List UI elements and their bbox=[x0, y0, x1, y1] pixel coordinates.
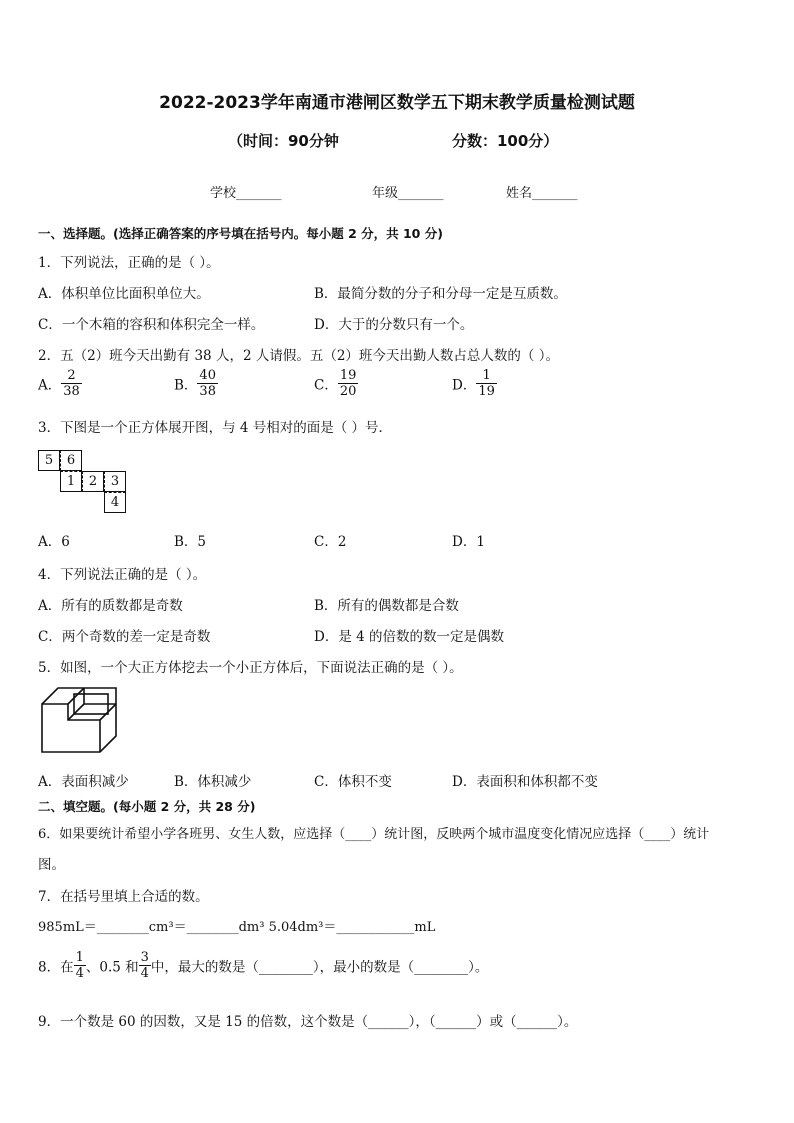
question-1-option-c: C．一个木箱的容积和体积完全一样。 bbox=[38, 317, 265, 333]
page-title: 2022-2023学年南通市港闸区数学五下期末教学质量检测试题 bbox=[159, 93, 635, 113]
question-7-stem: 7．在括号里填上合适的数。 bbox=[38, 889, 209, 905]
question-1-option-a: A．体积单位比面积单位大。 bbox=[38, 286, 210, 302]
section-heading-fill: 二、填空题。(每小题 2 分，共 28 分) bbox=[38, 799, 256, 814]
question-9: 9．一个数是 60 的因数，又是 15 的倍数，这个数是（______），（______）或（______）。 bbox=[38, 1014, 578, 1030]
net-face-5: 5 bbox=[38, 450, 60, 471]
net-face-6: 6 bbox=[60, 450, 82, 471]
net-face-3: 3 bbox=[104, 471, 126, 492]
question-8: 8．在 $\frac{1}{4}$ 、0.5 和 $\frac{3}{4}$ 中，最大的数是（________），最小的数是（________）。 bbox=[38, 950, 489, 981]
question-3-option-d: D．1 bbox=[452, 534, 485, 550]
exam-score: 分数：100分） bbox=[452, 132, 559, 150]
cube-cutout-figure bbox=[38, 684, 120, 756]
question-4-option-c: C．两个奇数的差一定是奇数 bbox=[38, 629, 211, 645]
question-5-option-d: D．表面积和体积都不变 bbox=[452, 774, 598, 790]
question-1-option-d: D．大于的分数只有一个。 bbox=[314, 317, 474, 333]
question-2-option-d: D． $\frac{1}{19}$ bbox=[452, 368, 495, 399]
question-5-option-a: A．表面积减少 bbox=[38, 774, 129, 790]
question-2-stem: 2．五（2）班今天出勤有 38 人，2 人请假。五（2）班今天出勤人数占总人数的（ ）。 bbox=[38, 348, 559, 364]
exam-time: （时间：90分钟 bbox=[228, 132, 339, 150]
school-field: 学校_______ bbox=[210, 186, 282, 201]
question-1-stem: 1．下列说法，正确的是（ ）。 bbox=[38, 255, 220, 271]
question-2-option-b: B． $\frac{40}{38}$ bbox=[174, 368, 216, 399]
question-6-line2: 图。 bbox=[38, 857, 65, 873]
question-2-option-c: C． $\frac{19}{20}$ bbox=[314, 368, 357, 399]
net-face-4: 4 bbox=[104, 492, 126, 513]
name-field: 姓名_______ bbox=[506, 186, 578, 201]
question-4-option-d: D．是 4 的倍数的数一定是偶数 bbox=[314, 629, 504, 645]
section-heading-choice: 一、选择题。(选择正确答案的序号填在括号内。每小题 2 分，共 10 分) bbox=[38, 226, 443, 241]
net-face-2: 2 bbox=[82, 471, 104, 492]
question-2-option-a: A． $\frac{2}{38}$ bbox=[38, 368, 80, 399]
question-3-option-c: C．2 bbox=[314, 534, 347, 550]
question-4-stem: 4．下列说法正确的是（ ）。 bbox=[38, 567, 207, 583]
question-3-option-a: A．6 bbox=[38, 534, 70, 550]
question-4-option-a: A．所有的质数都是奇数 bbox=[38, 598, 183, 614]
question-6-line1: 6．如果要统计希望小学各班男、女生人数，应选择（____）统计图，反映两个城市温度变化情况应选择（____）统计 bbox=[38, 827, 710, 842]
question-3-stem: 3．下图是一个正方体展开图，与 4 号相对的面是（ ）号． bbox=[38, 420, 393, 436]
grade-field: 年级_______ bbox=[372, 186, 444, 201]
question-7-conversions: 985mL＝________cm³＝________dm³ 5.04dm³＝____________mL bbox=[38, 920, 436, 935]
question-1-option-b: B．最简分数的分子和分母一定是互质数。 bbox=[314, 286, 567, 302]
net-face-1: 1 bbox=[60, 471, 82, 492]
question-3-option-b: B．5 bbox=[174, 534, 207, 550]
question-5-option-c: C．体积不变 bbox=[314, 774, 392, 790]
question-5-option-b: B．体积减少 bbox=[174, 774, 252, 790]
question-4-option-b: B．所有的偶数都是合数 bbox=[314, 598, 459, 614]
question-5-stem: 5．如图，一个大正方体挖去一个小正方体后，下面说法正确的是（ ）。 bbox=[38, 660, 463, 676]
